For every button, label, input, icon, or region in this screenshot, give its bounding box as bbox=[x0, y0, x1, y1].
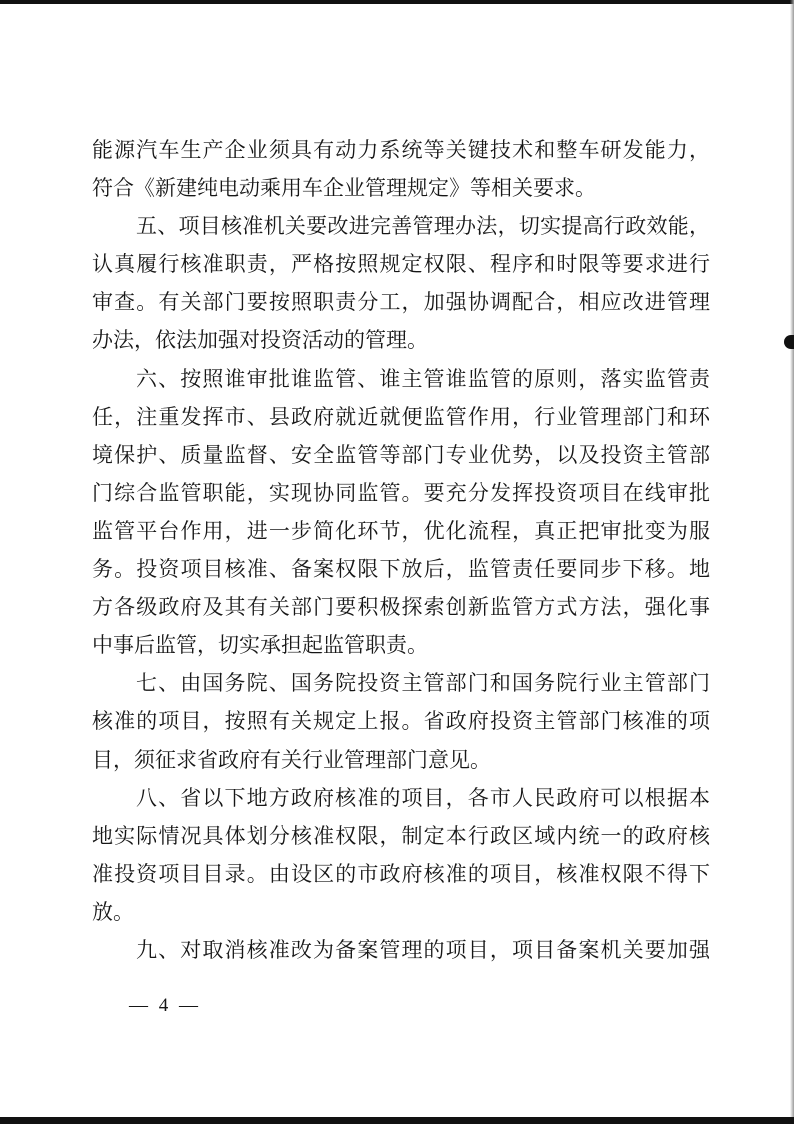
text-line: 方各级政府及其有关部门要积极探索创新监管方式方法，强化事 bbox=[92, 595, 710, 620]
text-line: 六、按照谁审批谁监管、谁主管谁监管的原则，落实监管责 bbox=[136, 366, 710, 391]
paragraph-item-7 bbox=[92, 664, 710, 778]
paragraph-item-8 bbox=[92, 779, 710, 931]
text-line: 核准的项目，按照有关规定上报。省政府投资主管部门核准的项 bbox=[92, 709, 710, 734]
text-line: 九、对取消核准改为备案管理的项目，项目备案机关要加强 bbox=[136, 937, 710, 962]
text-line: 门综合监管职能，实现协同监管。要充分发挥投资项目在线审批 bbox=[92, 480, 710, 505]
paragraph-item-5 bbox=[92, 207, 710, 359]
paragraph-item-6 bbox=[92, 360, 710, 665]
text-line: 放。 bbox=[92, 899, 134, 924]
document-body bbox=[92, 131, 710, 969]
text-line: 目，须征求省政府有关行业管理部门意见。 bbox=[92, 747, 491, 772]
text-line: 审查。有关部门要按照职责分工，加强协调配合，相应改进管理 bbox=[92, 290, 710, 315]
text-line: 准投资项目目录。由设区的市政府核准的项目，核准权限不得下 bbox=[92, 861, 710, 886]
text-line: 任，注重发挥市、县政府就近就便监管作用，行业管理部门和环 bbox=[92, 404, 710, 429]
scan-bottom-border bbox=[0, 1117, 794, 1124]
text-line: 境保护、质量监督、安全监管等部门专业优势，以及投资主管部 bbox=[92, 442, 710, 467]
page-number: — 4 — bbox=[129, 995, 201, 1016]
scan-right-edge bbox=[790, 0, 794, 1124]
binding-hole-mark bbox=[784, 335, 794, 349]
text-line: 八、省以下地方政府核准的项目，各市人民政府可以根据本 bbox=[136, 785, 710, 810]
text-line: 办法，依法加强对投资活动的管理。 bbox=[92, 328, 428, 353]
text-line: 地实际情况具体划分核准权限，制定本行政区域内统一的政府核 bbox=[92, 823, 710, 848]
scan-top-border bbox=[0, 0, 794, 4]
paragraph-continuation bbox=[92, 131, 710, 207]
text-line: 监管平台作用，进一步简化环节，优化流程，真正把审批变为服 bbox=[92, 518, 710, 543]
paragraph-item-9 bbox=[92, 931, 710, 969]
text-line: 中事后监管，切实承担起监管职责。 bbox=[92, 633, 428, 658]
text-line: 五、项目核准机关要改进完善管理办法，切实提高行政效能， bbox=[136, 214, 710, 239]
text-line: 认真履行核准职责，严格按照规定权限、程序和时限等要求进行 bbox=[92, 252, 710, 277]
text-line: 符合《新建纯电动乘用车企业管理规定》等相关要求。 bbox=[92, 176, 596, 201]
text-line: 能源汽车生产企业须具有动力系统等关键技术和整车研发能力， bbox=[92, 138, 710, 162]
text-line: 务。投资项目核准、备案权限下放后，监管责任要同步下移。地 bbox=[92, 557, 710, 582]
text-line: 七、由国务院、国务院投资主管部门和国务院行业主管部门 bbox=[136, 671, 710, 696]
